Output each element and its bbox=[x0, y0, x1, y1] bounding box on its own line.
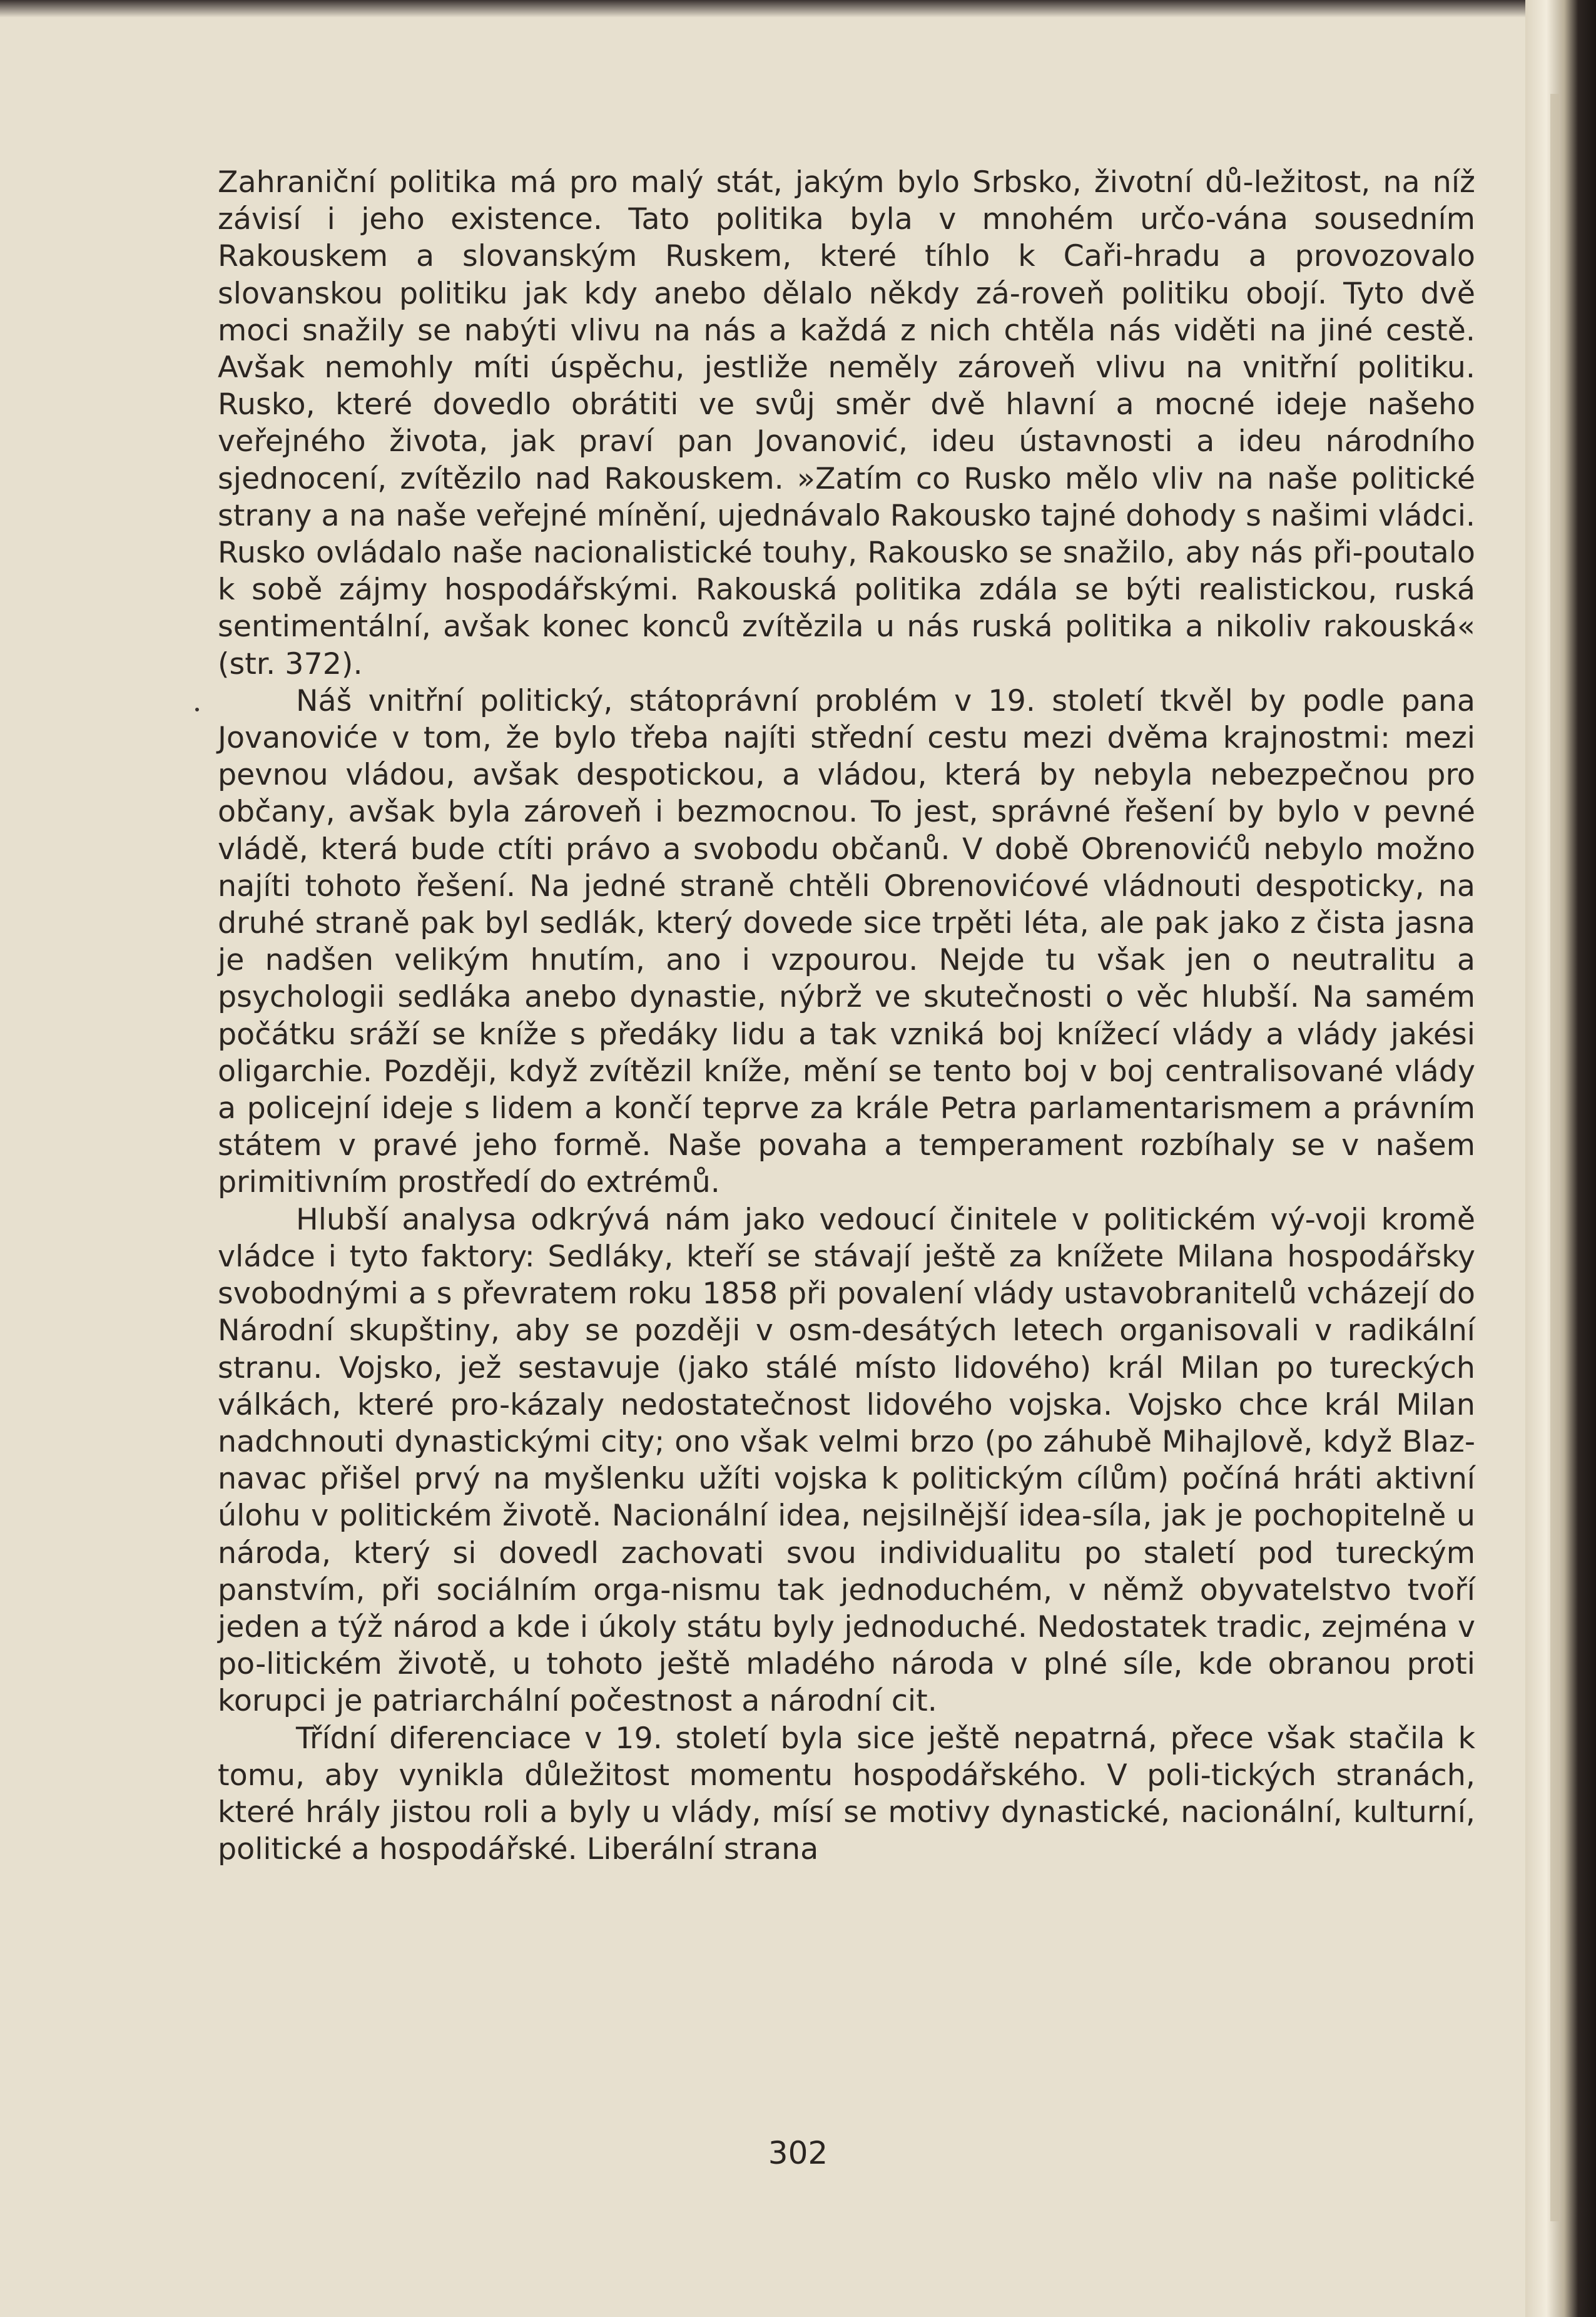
body-text bbox=[218, 164, 1475, 1868]
top-edge-shadow bbox=[0, 0, 1596, 18]
page-edge-band bbox=[1550, 94, 1559, 2221]
paragraph-internal-problem: Náš vnitřní politický, státoprávní problém v 19. století tkvěl by podle pana Jovanoviće v tom, že bylo třeba najíti střední cestu mezi dvěma krajnostmi: mezi pevnou vládou, avšak despotickou, a vládou, která by nebyla nebezpečnou pro občany, avšak byla zároveň i bezmocnou. To jest, správné řešení by bylo v pevné vládě, která bude ctíti právo a svobodu občanů. V době Obrenovićů nebylo možno najíti tohoto řešení. Na jedné straně chtěli Obrenovićové vládnouti despoticky, na druhé straně pak byl sedlák, který dovede sice trpěti léta, ale pak jako z čista jasna je nadšen velikým hnutím, ano i vzpourou. Nejde tu však jen o neutralitu a psychologii sedláka anebo dynastie, nýbrž ve skutečnosti o věc hlubší. Na samém počátku sráží se kníže s předáky lidu a tak vzniká boj knížecí vlády a vlády jakési oligarchie. Později, když zvítězil kníže, mění se tento boj v boj centralisované vlády a policejní ideje s lidem a končí teprve za krále Petra parlamentarismem a právním státem v pravé jeho formě. Naše povaha a temperament rozbíhaly se v našem primitivním prostředí do extrémů. bbox=[218, 683, 1475, 1200]
stray-ink-mark bbox=[195, 708, 199, 711]
page-edge bbox=[1525, 0, 1596, 2317]
page-number: 302 bbox=[768, 2135, 828, 2171]
paragraph-class-differentiation: Třídní diferenciace v 19. století byla sice ještě nepatrná, přece však stačila k tomu, aby vynikla důležitost momentu hospodářského. V poli-tických stranách, které hrály jistou roli a byly u vlády, mísí se motivy dynastické, nacionální, kulturní, politické a hospodářské. Liberální strana bbox=[218, 1721, 1475, 1867]
paragraph-foreign-policy: Zahraniční politika má pro malý stát, jakým bylo Srbsko, životní dů-ležitost, na níž závisí i jeho existence. Tato politika byla v mnohém určo-vána sousedním Rakouskem a slovanským Ruskem, které tíhlo k Caři-hradu a provozovalo slovanskou politiku jak kdy anebo dělalo někdy zá-roveň politiku obojí. Tyto dvě moci snažily se nabýti vlivu na nás a každá z nich chtěla nás viděti na jiné cestě. Avšak nemohly míti úspěchu, jestliže neměly zároveň vlivu na vnitřní politiku. Rusko, které dovedlo obrátiti ve svůj směr dvě hlavní a mocné ideje našeho veřejného života, jak praví pan Jovanović, ideu ústavnosti a ideu národního sjednocení, zvítězilo nad Rakouskem. »Zatím co Rusko mělo vliv na naše politické strany a na naše veřejné mínění, ujednávalo Rakousko tajné dohody s našimi vládci. Rusko ovládalo naše nacionalistické touhy, Rakousko se snažilo, aby nás při-poutalo k sobě zájmy hospodářskými. Rakouská politika zdála se býti realistickou, ruská sentimentální, avšak konec konců zvítězila u nás ruská politika a nikoliv rakouská« (str. 372). bbox=[218, 165, 1475, 681]
paragraph-deeper-analysis: Hlubší analysa odkrývá nám jako vedoucí činitele v politickém vý-voji kromě vládce i tyto faktory: Sedláky, kteří se stávají ještě za knížete Milana hospodářsky svobodnými a s převratem roku 1858 při povalení vlády ustavobranitelů vcházejí do Národní skupštiny, aby se později v osm-desátých letech organisovali v radikální stranu. Vojsko, jež sestavuje (jako stálé místo lidového) král Milan po tureckých válkách, které pro-kázaly nedostatečnost lidového vojska. Vojsko chce král Milan nadchnouti dynastickými city; ono však velmi brzo (po záhubě Mihajlově, když Blaz-navac přišel prvý na myšlenku užíti vojska k politickým cílům) počíná hráti aktivní úlohu v politickém životě. Nacionální idea, nejsilnější idea-síla, jak je pochopitelně u národa, který si dovedl zachovati svou individualitu po staletí pod tureckým panstvím, při sociálním orga-nismu tak jednoduchém, v němž obyvatelstvo tvoří jeden a týž národ a kde i úkoly státu byly jednoduché. Nedostatek tradic, zejména v po-litickém životě, u tohoto ještě mladého národa v plné síle, kde obranou proti korupci je patriarchální počestnost a národní cit. bbox=[218, 1202, 1475, 1719]
